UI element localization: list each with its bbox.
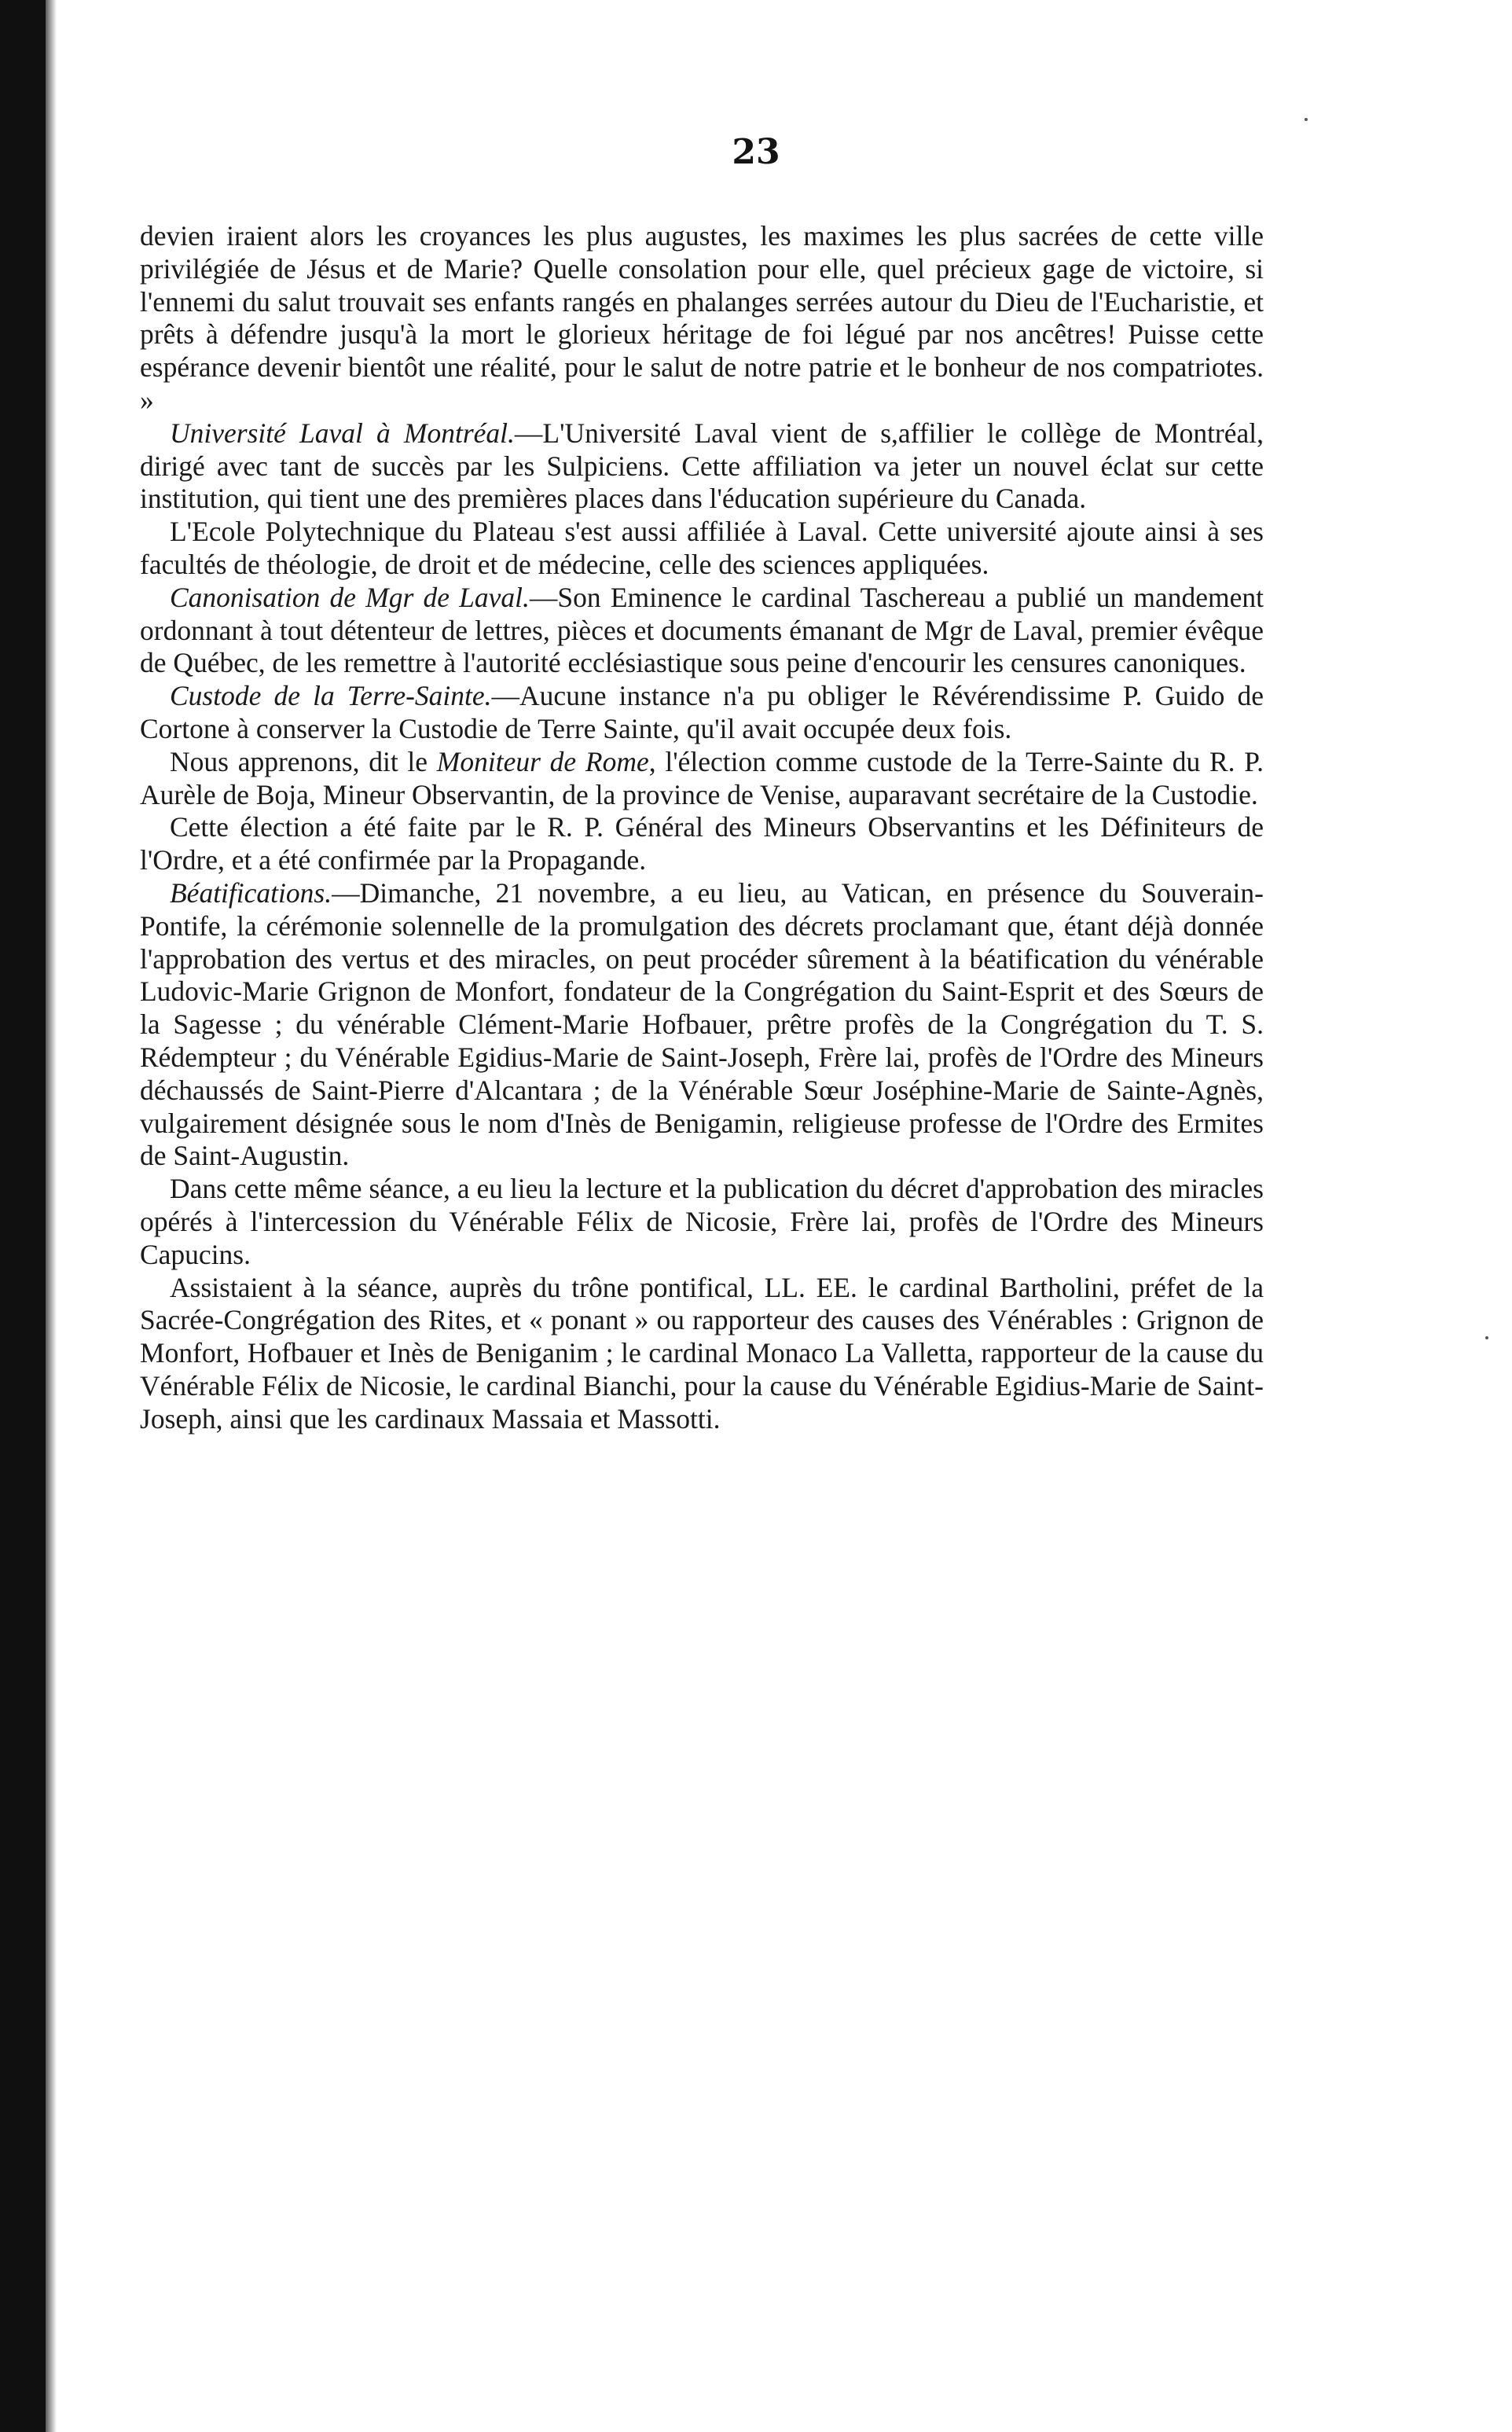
page-number: 23 <box>732 132 780 172</box>
paragraph-seance <box>140 1173 1264 1271</box>
article-body <box>140 220 1264 1435</box>
paragraph-text: devien iraient alors les croyances les plus augustes, les maximes les plus sacrées de cette ville privilégiée de Jésus et de Marie? Quelle consolation pour elle, quel précieux gage de victoire, si l'ennemi du salut trouvait ses enfants rangés en phalanges serrées autour du Dieu de l'Eucharistie, et prêts à défendre jusqu'à la mort le glorieux héritage de foi légué par nos ancêtres! Puisse cette espérance devenir bientôt une réalité, pour le salut de notre patrie et le bonheur de nos compatriotes. » <box>140 220 1264 416</box>
paragraph-universite-laval <box>140 417 1264 516</box>
scan-speck <box>1305 118 1308 121</box>
paragraph-intro <box>140 220 1264 417</box>
paragraph-confirmation <box>140 811 1264 877</box>
paragraph-text: —Son Eminence le cardinal Taschereau a publié un mandement ordonnant à tout détenteur de lettres, pièces et documents émanant de Mgr de Laval, premier évêque de Québec, de les remettre à l'autorité ecclésiastique sous peine d'encourir les censures canoniques. <box>140 581 1264 679</box>
paragraph-election <box>140 746 1264 812</box>
section-heading: Canonisation de Mgr de Laval. <box>170 581 530 613</box>
paragraph-custode <box>140 680 1264 746</box>
paragraph-text: Assistaient à la séance, auprès du trône pontifical, LL. EE. le cardinal Bartholini, préfet de la Sacrée-Congrégation des Rites, et « ponant » ou rapporteur des causes des Vénérables : Grignon de Monfort, Hofbauer et Inès de Beniganim ; le cardinal Monaco La Valletta, rapporteur de la cause du Vénérable Félix de Nicosie, le cardinal Bianchi, pour la cause du Vénérable Egidius-Marie de Saint-Joseph, ainsi que les cardinaux Massaia et Massotti. <box>140 1271 1264 1435</box>
paragraph-assistaient <box>140 1272 1264 1436</box>
paragraph-beatifications <box>140 877 1264 1173</box>
paragraph-text: —Dimanche, 21 novembre, a eu lieu, au Vatican, en présence du Souverain-Pontife, la cérémonie solennelle de la promulgation des décrets proclamant que, étant déjà donnée l'approbation des vertus et des miracles, on peut procéder sûrement à la béatification du vénérable Ludovic-Marie Grignon de Monfort, fondateur de la Congrégation du Saint-Esprit et des Sœurs de la Sagesse ; du vénérable Clément-Marie Hofbauer, prêtre profès de la Congrégation du T. S. Rédempteur ; du Vénérable Egidius-Marie de Saint-Joseph, Frère lai, profès de l'Ordre des Mineurs déchaussés de Saint-Pierre d'Alcantara ; de la Vénérable Sœur Joséphine-Marie de Sainte-Agnès, vulgairement désignée sous le nom d'Inès de Benigamin, religieuse professe de l'Ordre des Ermites de Saint-Augustin. <box>140 876 1264 1172</box>
paragraph-text-before: Nous apprenons, dit le <box>170 745 437 777</box>
scan-binding-edge <box>0 0 46 2432</box>
section-heading: Université Laval à Montréal. <box>170 417 515 449</box>
paragraph-text: , l'élection comme custode de la Terre-Sainte du R. P. Aurèle de Boja, Mineur Observantin, de la province de Venise, auparavant secrétaire de la Custodie. <box>140 745 1264 810</box>
section-heading: Béatifications. <box>170 876 332 909</box>
paragraph-ecole-polytechnique <box>140 516 1264 582</box>
paragraph-text: —L'Université Laval vient de s,affilier le collège de Montréal, dirigé avec tant de succès par les Sulpiciens. Cette affiliation va jeter un nouvel éclat sur cette institution, qui tient une des premières places dans l'éducation supérieure du Canada. <box>140 417 1264 515</box>
paragraph-text: Cette élection a été faite par le R. P. Général des Mineurs Observantins et les Définiteurs de l'Ordre, et a été confirmée par la Propagande. <box>140 811 1264 876</box>
publication-title: Moniteur de Rome <box>436 745 649 777</box>
paragraph-text: L'Ecole Polytechnique du Plateau s'est aussi affiliée à Laval. Cette université ajoute ainsi à ses facultés de théologie, de droit et de médecine, celle des sciences appliquées. <box>140 516 1264 580</box>
paragraph-text: —Aucune instance n'a pu obliger le Révérendissime P. Guido de Cortone à conserver la Custodie de Terre Sainte, qu'il avait occupée deux fois. <box>140 680 1264 744</box>
section-heading: Custode de la Terre-Sainte. <box>170 680 492 712</box>
paragraph-text: Dans cette même séance, a eu lieu la lecture et la publication du décret d'approbation des miracles opérés à l'intercession du Vénérable Félix de Nicosie, Frère lai, profès de l'Ordre des Mineurs Capucins. <box>140 1173 1264 1270</box>
scan-speck <box>1485 1336 1488 1339</box>
paragraph-canonisation <box>140 582 1264 680</box>
